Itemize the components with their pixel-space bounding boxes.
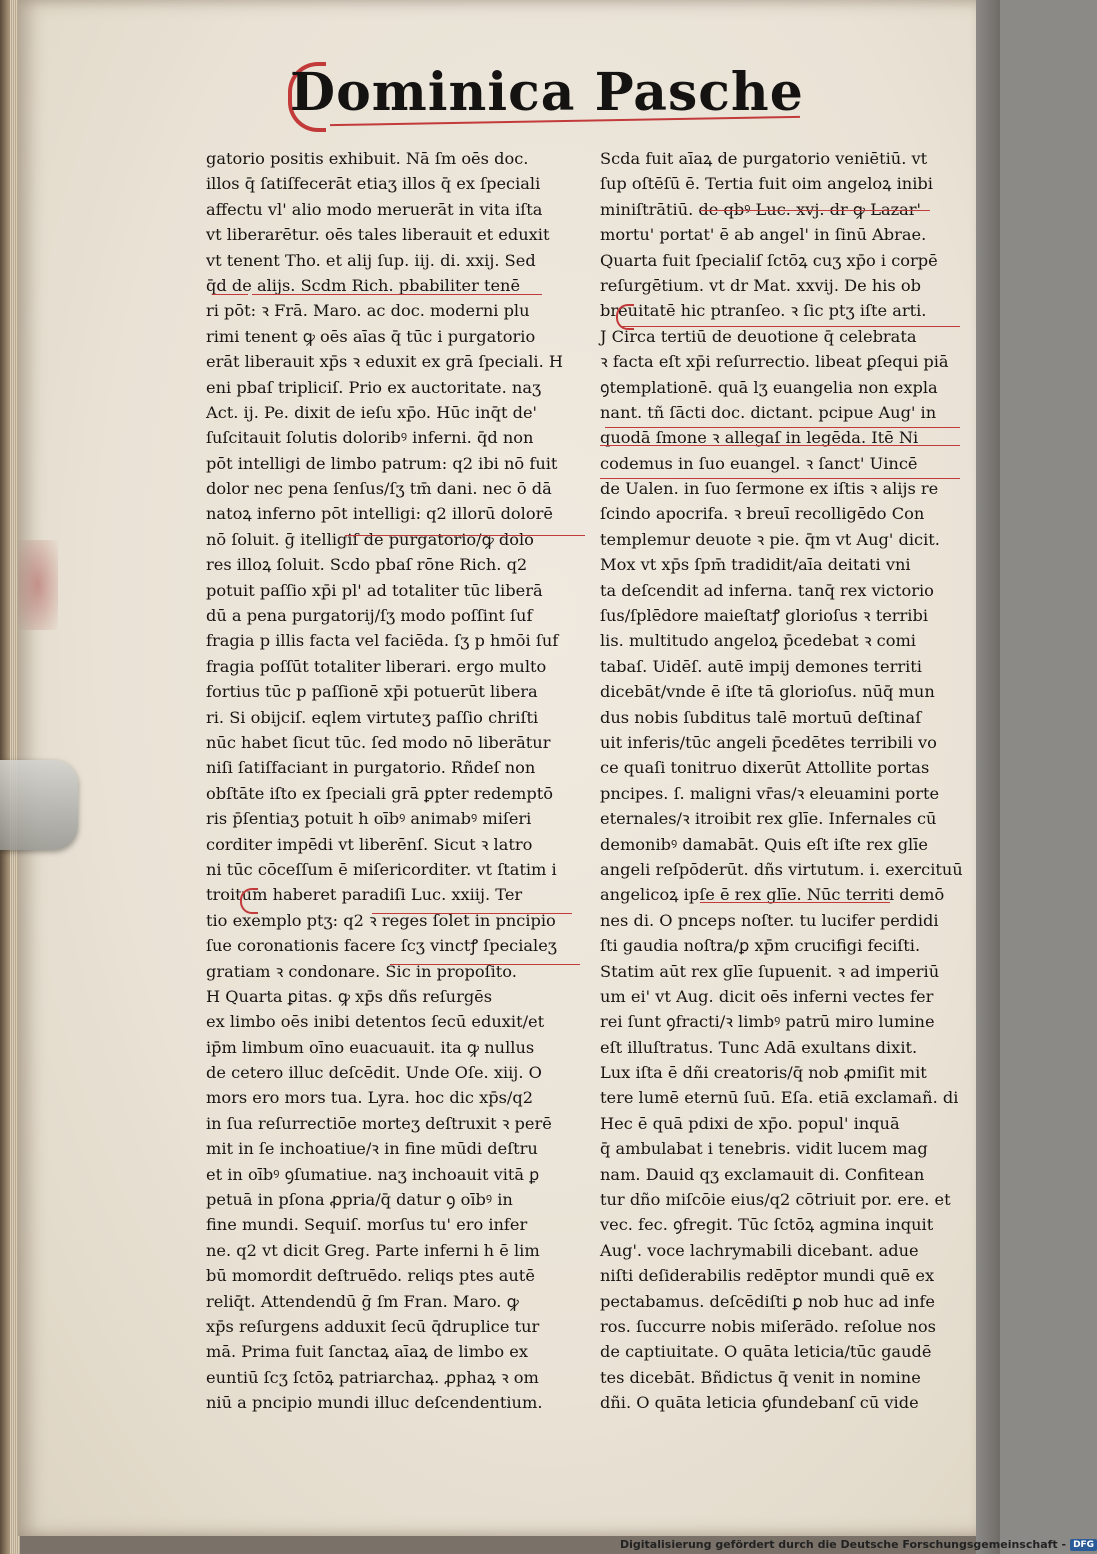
text-line: nes di. O pnceps noſter. tu lucifer perdidi — [600, 910, 939, 930]
text-line: res illoꝝ ſoluit. Scdo pbaſ rōne Rich. q2 — [206, 555, 528, 575]
text-line: erāt liberauit xp̄s ꝛ eduxit ex grā ſpeciali. H — [206, 352, 563, 372]
text-line: Act. ij. Pe. dixit de ieſu xp̄o. Hūc inq̄t de' — [206, 402, 537, 422]
text-line: ſuſcitauit ſolutis doloribꝰ inferni. q̄d non — [206, 428, 534, 448]
text-line: ſcindo apocrifa. ꝛ breuī recolligēdo Con — [600, 504, 925, 524]
text-line: eſt illuſtratus. Tunc Adā exultans dixit. — [600, 1037, 918, 1057]
text-line: nant. tñ ſācti doc. dictant. pcipue Aug' in — [600, 402, 937, 422]
text-line: fine mundi. Sequiſ. morſus tu' ero infer — [206, 1215, 528, 1235]
left-text-column — [206, 146, 581, 1416]
text-line: dolor nec pena ſenſus/ſʒ tm̄ dani. nec ō dā — [206, 479, 552, 499]
text-line: dicebāt/vnde ē iſte tā glorioſus. nūq̄ mun — [600, 682, 935, 702]
text-line: ſti gaudia noſtra/ꝑ xp̄m crucifigi feciſti. — [600, 936, 921, 956]
text-line: mors ero mors tua. Lyra. hoc dic xp̄s/q2 — [206, 1088, 533, 1108]
text-line: vt liberarētur. oēs tales liberauit et eduxit — [206, 225, 550, 245]
red-underline — [605, 427, 960, 428]
text-line: codemus in ſuo euangel. ꝛ ſanct' Uincē — [600, 453, 918, 473]
red-underline — [700, 902, 890, 903]
text-line: troitum haberet paradiſi Luc. xxiij. Ter — [206, 885, 523, 905]
text-line: q̄ ambulabat i tenebris. vidit lucem mag — [600, 1139, 928, 1159]
red-pilcrow — [240, 888, 258, 914]
text-line: vt tenent Tho. et alij ſup. iij. di. xxij. Sed — [206, 250, 536, 270]
text-line: ne. q2 vt dicit Greg. Parte inferni h ē lim — [206, 1240, 540, 1260]
text-line: angeli reſpōderūt. dñs virtutum. i. exercituū — [600, 859, 963, 879]
text-line: tere lumē eternū ſuū. Eſa. etiā exclamañ. di — [600, 1088, 959, 1108]
text-line: niſi ſatiſfaciant in purgatorio. Rñdeſ non — [206, 758, 536, 778]
text-line: vec. fec. ꝯfregit. Tūc ſctōꝝ agmina inquit — [600, 1215, 934, 1235]
text-line: nam. Dauid qʒ exclamauit di. Confitean — [600, 1164, 925, 1184]
text-line: corditer impēdi vt liberēnſ. Sicut ꝛ latro — [206, 834, 533, 854]
text-line: um ei' vt Aug. dicit oēs inferni vectes fer — [600, 986, 934, 1006]
text-line: euntiū ſcʒ ſctōꝝ patriarchaꝝ. ꝓphaꝝ ꝛ om — [206, 1367, 539, 1387]
text-line: de cetero illuc deſcēdit. Unde Oſe. xiij. O — [206, 1063, 542, 1083]
text-line: obſtāte iſto ex ſpeciali grā ꝑpter redemptō — [206, 783, 553, 803]
right-text-column — [600, 146, 970, 1416]
text-line: eni pbaſ tripliciſ. Prio ex auctoritate. naʒ — [206, 377, 542, 397]
text-line: reſurgētium. vt dr Mat. xxvij. De his ob — [600, 275, 921, 295]
text-line: tur dño miſcōie eius/q2 cōtriuit por. ere. et — [600, 1190, 951, 1210]
text-line: mit in ſe inchoatiue/ꝛ in fine mūdi deſtru — [206, 1139, 538, 1159]
text-line: Mox vt xp̄s ſpm̄ tradidit/aīa deitati vni — [600, 555, 911, 575]
text-line: de Ualen. in ſuo ſermone ex iſtis ꝛ alijs re — [600, 479, 939, 499]
text-line: Aug'. voce lachrymabili dicebant. adue — [600, 1240, 919, 1260]
text-line: eternales/ꝛ itroibit rex glīe. Infernales cū — [600, 809, 937, 829]
text-line: de captiuitate. O quāta leticia/tūc gaudē — [600, 1342, 932, 1362]
text-line: ſue coronationis facere ſcʒ vinctꝭ ſpecialeʒ — [206, 936, 557, 956]
text-line: Hec ē quā pdixi de xp̄o. popul' inquā — [600, 1113, 900, 1133]
text-line: ex limbo oēs inibi detentos ſecū eduxit/et — [206, 1012, 545, 1032]
text-line: mā. Prima fuit ſanctaꝝ aīaꝝ de limbo ex — [206, 1342, 529, 1362]
red-pilcrow — [616, 304, 634, 330]
text-line: petuā in pſona ꝓpria/q̄ datur ꝯ oībꝰ in — [206, 1190, 513, 1210]
text-line: illos q̄ ſatiſfecerāt etiaʒ illos q̄ ex ſpeciali — [206, 174, 541, 194]
text-line: q̄d de alijs. Scdm Rich. pbabiliter tenē — [206, 275, 521, 295]
text-line: tabaſ. Uidēſ. autē impij demones territi — [600, 656, 922, 676]
text-line: tio exemplo ptʒ: q2 ꝛ reges ſolet in pncipio — [206, 910, 556, 930]
text-line: Scda fuit aīaꝝ de purgatorio veniētiū. vt — [600, 149, 928, 168]
text-line: ſup oſtēſū ē. Tertia fuit oim angeloꝝ inibi — [600, 174, 933, 194]
red-underline — [345, 535, 585, 536]
red-underline — [390, 964, 580, 965]
text-line: Quarta fuit ſpecialiſ ſctōꝝ cuʒ xp̄o i corpē — [600, 250, 938, 270]
text-line: affectu vl' alio modo meruerāt in vita iſta — [206, 199, 543, 219]
text-line: uit inferis/tūc angeli p̄cedētes terribili vo — [600, 732, 937, 752]
text-line: angelicoꝝ ipſe ē rex glīe. Nūc territi demō — [600, 885, 945, 905]
text-line: ni tūc cōceſſum ē miſericorditer. vt ſtatim i — [206, 859, 557, 879]
text-line: Lux iſta ē dñi creatoris/q̄ nob ꝓmiſit mit — [600, 1063, 927, 1083]
text-line: in ſua reſurrectiōe morteʒ deſtruxit ꝛ perē — [206, 1113, 552, 1133]
plastic-page-clip — [0, 760, 78, 850]
text-line: et in oībꝰ ꝯſumatiue. naʒ inchoauit vitā ꝑ — [206, 1164, 540, 1184]
page-title: Dominica Pasche — [290, 62, 804, 123]
right-shadow — [976, 0, 1000, 1554]
text-line: fragia p illis facta vel faciēda. ſʒ p hmōi ſuf — [206, 631, 559, 651]
text-line: tes dicebāt. Bñdictus q̄ venit in nomine — [600, 1367, 921, 1387]
text-line: breuitatē hic ptranſeo. ꝛ ſic ptʒ iſte arti. — [600, 301, 927, 321]
text-line: nō ſoluit. ḡ itelligiſ de purgatorio/ꝙ dolo — [206, 529, 534, 549]
text-line: Statim aūt rex glīe ſupuenit. ꝛ ad imperiū — [600, 961, 940, 981]
text-line: ta deſcendit ad inferna. tanq̄ rex victorio — [600, 580, 934, 600]
red-underline — [212, 294, 248, 295]
text-line: ip̄m limbum oīno euacuauit. ita ꝙ nullus — [206, 1037, 535, 1057]
text-line: potuit paſſio xp̄i pl' ad totaliter tūc liberā — [206, 580, 543, 600]
text-line: pncipes. ſ. maligni vr̄as/ꝛ eleuamini porte — [600, 783, 940, 803]
text-line: dñi. O quāta leticia ꝯfundebanſ cū vide — [600, 1393, 919, 1413]
text-line: lis. multitudo angeloꝝ p̄cedebat ꝛ comi — [600, 631, 916, 651]
text-line: pōt intelligi de limbo patrum: q2 ibi nō fuit — [206, 453, 558, 473]
text-line: pectabamus. deſcēdiſti ꝑ nob huc ad infe — [600, 1291, 935, 1311]
text-line: ꝯtemplationē. quā lʒ euangelia non expla — [600, 377, 938, 397]
text-line: bū momordit deſtruēdo. reliqs ptes autē — [206, 1266, 535, 1286]
text-line: miniſtrātiū. de qbꝰ Luc. xvj. dr ꝙ Lazar' — [600, 199, 921, 219]
text-line: mortu' portat' ē ab angel' in ſinū Abrae. — [600, 225, 927, 245]
red-underline — [700, 210, 930, 211]
text-line: ſus/ſplēdore maieſtatꝭ glorioſus ꝛ terribi — [600, 606, 928, 626]
text-line: ri pōt: ꝛ Frā. Maro. ac doc. moderni plu — [206, 301, 530, 321]
red-underline — [620, 326, 960, 327]
text-line: ros. ſuccurre nobis miſerādo. reſolue nos — [600, 1316, 936, 1336]
red-underline — [600, 445, 960, 446]
text-line: rei ſunt ꝯfracti/ꝛ limbꝰ patrū miro lumine — [600, 1012, 935, 1032]
text-line: xp̄s reſurgens adduxit ſecū q̄druplice tur — [206, 1316, 540, 1336]
text-line: templemur deuote ꝛ pie. q̄m vt Aug' dicit. — [600, 529, 940, 549]
text-line: demonibꝰ damabāt. Quis eſt iſte rex glīe — [600, 834, 928, 854]
text-line: niſti deſiderabilis redēptor mundi quē ex — [600, 1266, 935, 1286]
text-line: niū a pncipio mundi illuc deſcendentium. — [206, 1393, 543, 1413]
text-line: ce quaſi tonitruo dixerūt Attollite portas — [600, 758, 930, 778]
text-line: ꝛ facta eſt xp̄i reſurrectio. libeat ꝑſequi piā — [600, 352, 949, 372]
text-line: gratiam ꝛ condonare. Sic in propoſito. — [206, 961, 517, 981]
text-line: natoꝝ inferno pōt intelligi: q2 illorū dolorē — [206, 504, 553, 524]
dfg-credit — [620, 1536, 1095, 1554]
text-line: nūc habet ſicut tūc. ſed modo nō liberātur — [206, 732, 551, 752]
text-line: gatorio positis exhibuit. Nā ſm oēs doc. — [206, 149, 529, 168]
text-line: quodā ſmone ꝛ allegaſ in legēda. Itē Ni — [600, 428, 919, 448]
text-line: H Quarta ꝑitas. ꝙ xp̄s dñs reſurgēs — [206, 986, 493, 1006]
text-line: reliq̄t. Attendendū ḡ ſm Fran. Maro. ꝙ — [206, 1291, 519, 1311]
text-line: ri. Si obijciſ. eqlem virtuteʒ paſſio chriſti — [206, 707, 539, 727]
red-stain — [18, 540, 58, 630]
text-line: J Circa tertiū de deuotione q̄ celebrata — [600, 326, 917, 346]
text-line: fragia poſſūt totaliter liberari. ergo multo — [206, 656, 547, 676]
red-underline — [372, 913, 572, 914]
text-line: ris p̄ſentiaʒ potuit h oībꝰ animabꝰ miſeri — [206, 809, 532, 829]
dfg-logo: DFG — [1070, 1539, 1097, 1551]
text-line: fortius tūc p paſſionē xp̄i potuerūt libera — [206, 682, 538, 702]
red-underline — [252, 294, 542, 295]
text-line: rimi tenent ꝙ oēs aīas q̄ tūc i purgatorio — [206, 326, 536, 346]
text-line: dū a pena purgatorij/ſʒ modo poſſint ſuf — [206, 606, 533, 626]
red-underline — [600, 478, 960, 479]
dfg-credit-text: Digitalisierung gefördert durch die Deutsche Forschungsgemeinschaft - — [620, 1538, 1067, 1551]
text-line: dus nobis ſubditus talē mortuū deſtinaſ — [600, 707, 922, 727]
